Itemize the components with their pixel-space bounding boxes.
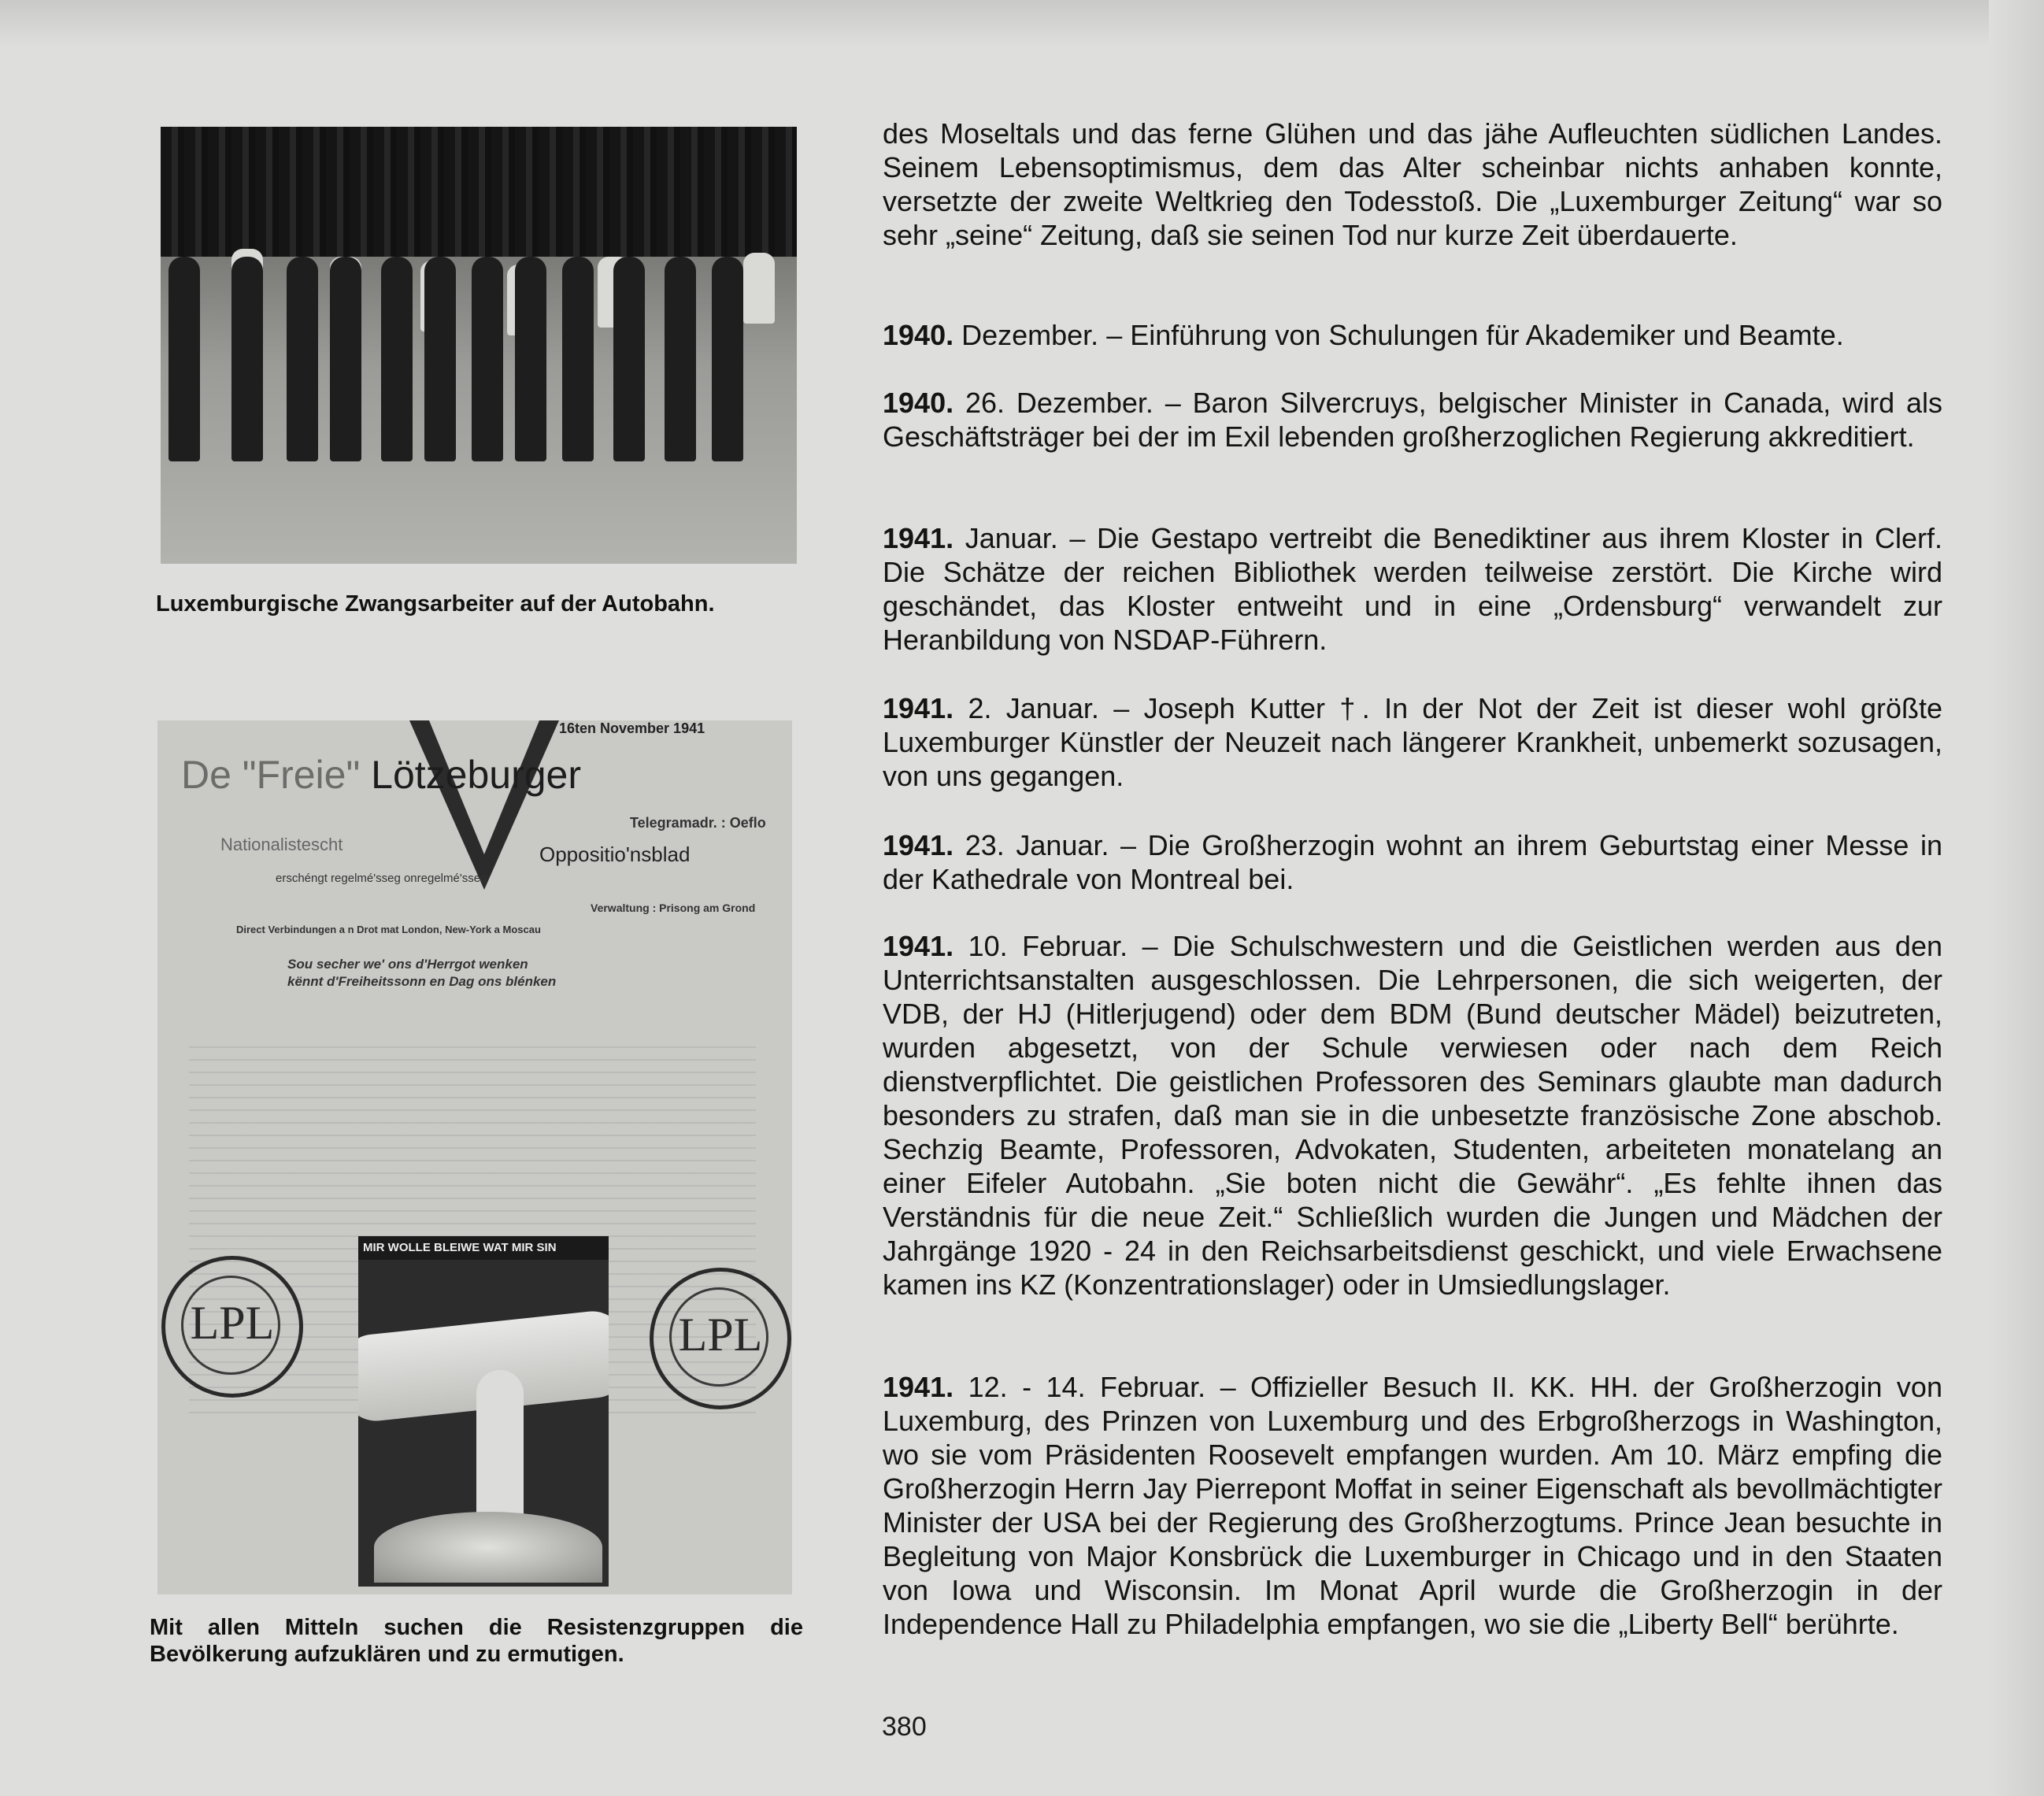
newspaper-subtitle-right: Oppositio'nsblad: [539, 842, 691, 866]
page-shadow-top: [0, 0, 2044, 47]
worker-figure: [424, 257, 456, 461]
entry-text: 26. Dezember. – Baron Silvercruys, belgischer Minister in Canada, wird als Geschäftsträger bei der im Exil lebenden großherzoglichen Regierung akkreditiert.: [883, 387, 1942, 453]
entry-text: 10. Februar. – Die Schulschwestern und die Geistlichen werden aus den Unterrichtsanstalten ausgeschlossen. Die Lehrpersonen, die sich weigerten, der VDB, der HJ (Hitlerjugend) oder dem BDM (Bund deutscher Mädel) beizutreten, wurden abgesetzt, von der Schule verwiesen oder nach dem Reich dienstverpflichtet. Die geistlichen Professoren des Seminars glaubte man dadurch besonders zu strafen, daß man sie in die unbesetzte französische Zone abschob. Sechzig Beamte, Professoren, Advokaten, Studenten, arbeiteten monatelang an einer Eifeler Autobahn. „Sie boten nicht die Gewähr“. „Es fehlte ihnen das Verständnis für die neue Zeit.“ Schließlich wurden die Jungen und Mädchen der Jahrgänge 1920 - 24 in den Reichsarbeitsdienst geschickt, und viele Erwachsene kamen ins KZ (Konzentrationslager) oder in Umsiedlungslager.: [883, 930, 1942, 1301]
entry-1941-2-januar: [883, 691, 1942, 793]
entry-text: 12. - 14. Februar. – Offizieller Besuch II. KK. HH. der Großherzogin von Luxemburg, des Prinzen von Luxemburg und des Erbgroßherzogs in Washington, wo sie vom Präsidenten Roosevelt empfangen wurden. Am 10. März empfing die Großherzogin Herrn Jay Pierrepont Moffat in seiner Eigenschaft als bevollmächtigter Minister der USA bei der Regierung des Großherzogtums. Prince Jean besuchte in Begleitung von Major Konsbrück die Luxemburger in Chicago und in den Staaten von Iowa und Wisconsin. Im Monat April wurde die Großherzogin in der Independence Hall zu Philadelphia empfangen, wo sie die „Liberty Bell“ berührte.: [883, 1371, 1942, 1640]
worker-figure: [665, 257, 696, 461]
worker-figure: [613, 257, 645, 461]
worker-shirt: [743, 253, 775, 324]
photo-caption: Luxemburgische Zwangsarbeiter auf der Autobahn.: [156, 591, 715, 617]
entry-1941-12-14-februar: [883, 1370, 1942, 1641]
newspaper-slogan-1: Sou secher we' ons d'Herrgot wenken: [287, 957, 528, 972]
worker-figure: [562, 257, 594, 461]
lpl-stamp-left: [161, 1256, 303, 1398]
entry-year: 1940.: [883, 387, 954, 419]
intro-paragraph: [883, 117, 1942, 252]
poster-drapery: [374, 1512, 602, 1583]
newspaper-slogan-2: kënnt d'Freiheitssonn en Dag ons blénken: [287, 974, 557, 989]
lpl-stamp-right: [650, 1268, 791, 1409]
resistance-poster: [358, 1236, 609, 1587]
telegram-address: Telegramadr. : Oeflo: [630, 815, 766, 831]
entry-1941-januar: [883, 521, 1942, 657]
worker-figure: [330, 257, 361, 461]
entry-year: 1941.: [883, 692, 954, 724]
page-shadow-right: [1989, 0, 2044, 1796]
entry-1940-26-dezember: [883, 386, 1942, 454]
entry-text: 23. Januar. – Die Großherzogin wohnt an ihrem Geburtstag einer Messe in der Kathedrale von Montreal bei.: [883, 829, 1942, 895]
worker-figure: [231, 257, 263, 461]
worker-figure: [472, 257, 503, 461]
newspaper-title-main: Lötzeburger: [371, 753, 581, 797]
poster-banner: MIR WOLLE BLEIWE WAT MIR SIN: [358, 1236, 609, 1260]
newspaper-subtitle-left: Nationalistescht: [220, 835, 343, 854]
entry-1941-10-februar: [883, 929, 1942, 1302]
entry-1940-dezember: [883, 318, 1942, 352]
entry-1941-23-januar: [883, 828, 1942, 896]
worker-figure: [168, 257, 200, 461]
worker-figure: [515, 257, 546, 461]
intro-text: des Moseltals und das ferne Glühen und das jähe Aufleuchten südlichen Landes. Seinem Lebensoptimismus, dem das Alter scheinbar nichts anhaben konnte, versetzte der zweite Weltkrieg den Todesstoß. Die „Luxemburger Zeitung“ war so sehr „seine“ Zeitung, daß sie seinen Tod nur kurze Zeit überdauerte.: [883, 117, 1942, 251]
worker-figure: [712, 257, 743, 461]
entry-year: 1941.: [883, 930, 954, 962]
entry-text: 2. Januar. – Joseph Kutter †. In der Not der Zeit ist dieser wohl größte Luxemburger Künstler der Neuzeit nach längerer Krankheit, unbemerkt sozusagen, von uns gegangen.: [883, 692, 1942, 792]
entry-text: Dezember. – Einführung von Schulungen für Akademiker und Beamte.: [961, 319, 1844, 351]
entry-year: 1941.: [883, 829, 954, 861]
entry-text: Januar. – Die Gestapo vertreibt die Benediktiner aus ihrem Kloster in Clerf. Die Schätze der reichen Bibliothek werden teilweise zerstört. Die Kirche wird geschändet, das Kloster entweiht und in eine „Ordensburg“ verwandelt zur Heranbildung von NSDAP-Führern.: [883, 522, 1942, 656]
entry-year: 1940.: [883, 319, 954, 351]
stamp-label: LPL: [190, 1297, 275, 1349]
newspaper-title: [181, 752, 581, 798]
page-number: 380: [882, 1712, 927, 1742]
newspaper-administration: Verwaltung : Prisong am Grond: [591, 902, 756, 914]
stamp-label: LPL: [678, 1309, 763, 1361]
newspaper-appearance: erschéngt regelmé'sseg onregelmé'sseg: [276, 872, 487, 885]
newspaper-caption: Mit allen Mitteln suchen die Resistenzgruppen die Bevölkerung aufzuklären und zu ermutigen.: [150, 1615, 803, 1667]
forest-background: [161, 127, 797, 257]
entry-year: 1941.: [883, 522, 954, 554]
newspaper-date: 16ten November 1941: [559, 720, 705, 736]
resistance-newspaper: [157, 720, 792, 1594]
newspaper-title-prefix: De "Freie": [181, 753, 361, 797]
worker-figure: [287, 257, 318, 461]
worker-figure: [381, 257, 413, 461]
newspaper-connections: Direct Verbindungen a n Drot mat London, New-York a Moscau: [236, 924, 541, 935]
entry-year: 1941.: [883, 1371, 954, 1403]
forced-laborers-photo: [161, 127, 797, 564]
